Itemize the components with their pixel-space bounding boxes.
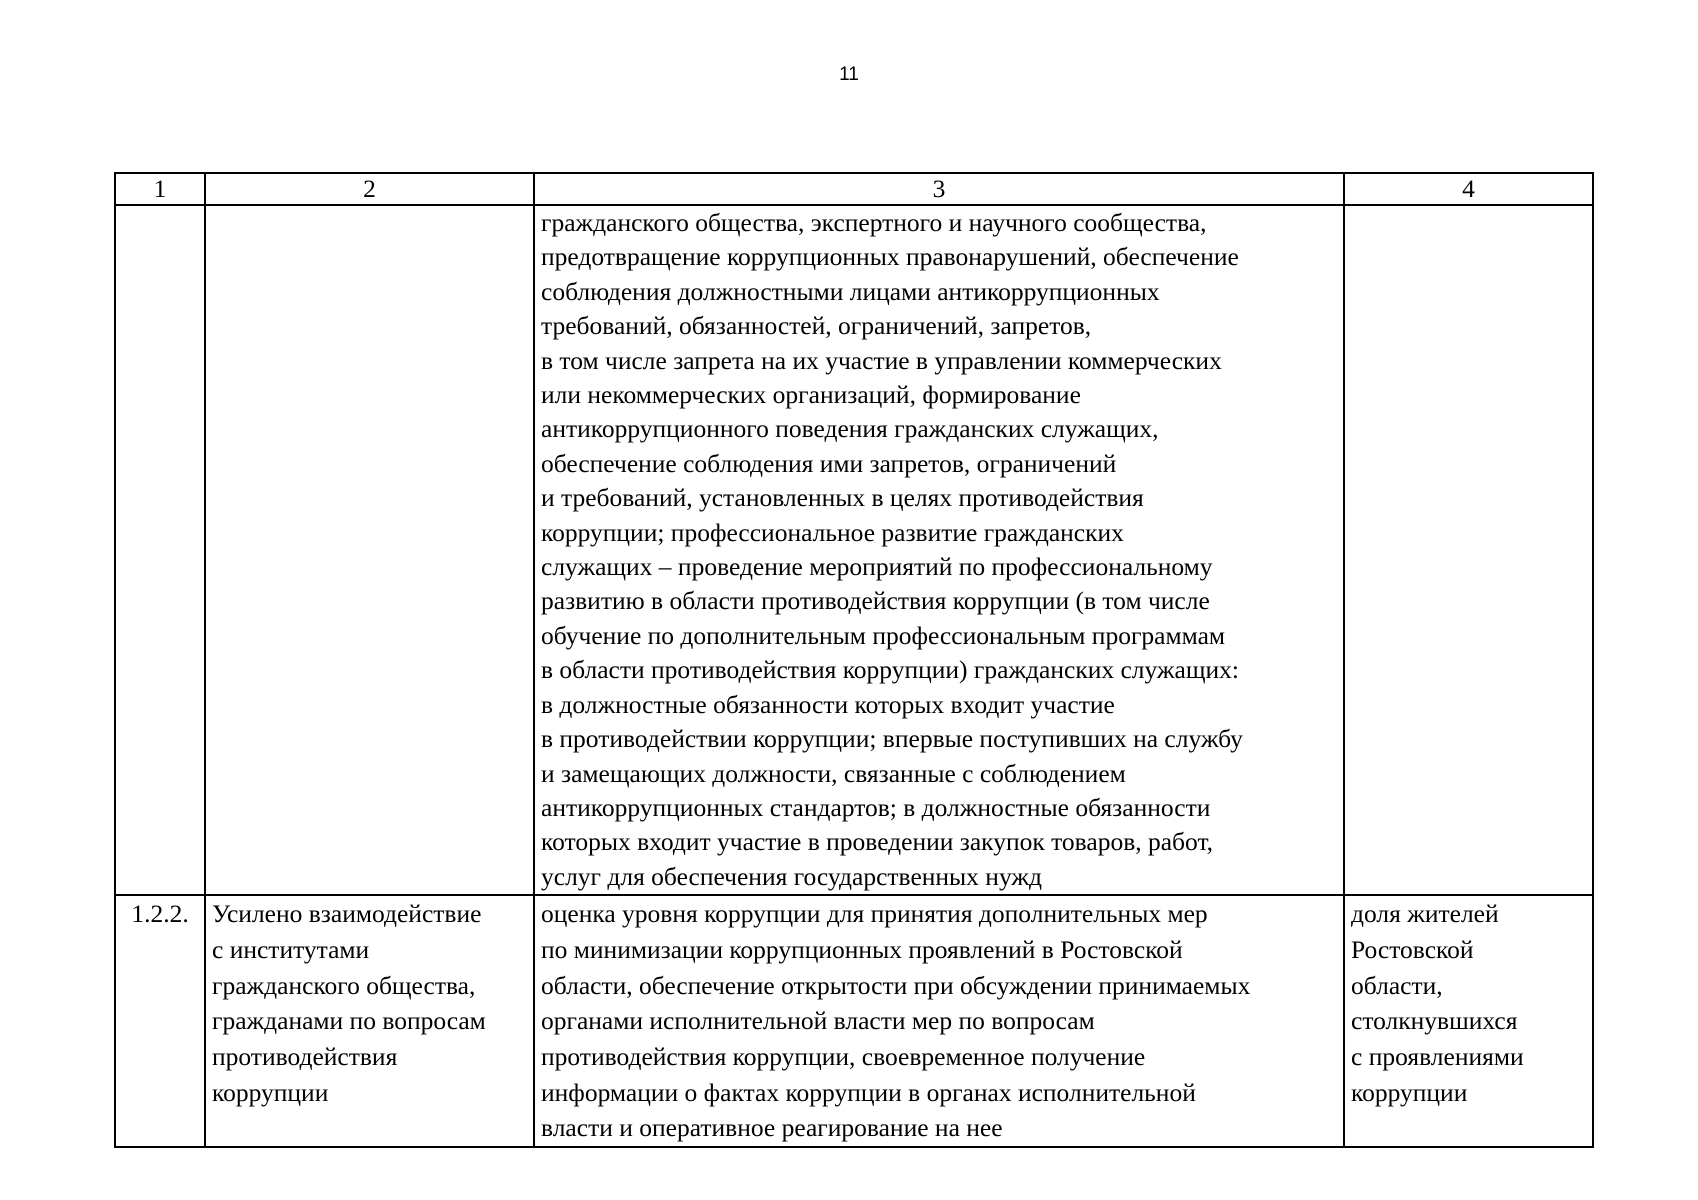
text-line: в области противодействия коррупции) гражданских служащих: [541, 655, 1239, 685]
header-col-3: 3 [534, 173, 1344, 205]
text-line: гражданского общества, экспертного и научного сообщества, [541, 208, 1207, 237]
text-line: Ростовской [1351, 934, 1474, 964]
text-line: которых входит участие в проведении закупок товаров, работ, [541, 827, 1214, 857]
text-line: противодействия коррупции, своевременное получение [541, 1041, 1146, 1071]
text-line: органами исполнительной власти мер по вопросам [541, 1006, 1095, 1036]
measures-table [114, 172, 1594, 1148]
text-line: коррупции [212, 1077, 329, 1107]
continuation-col-3 [534, 205, 1344, 895]
text-line: информации о фактах коррупции в органах исполнительной [541, 1077, 1196, 1107]
text-line: доля жителей [1351, 899, 1499, 929]
text-line: или некоммерческих организаций, формирование [541, 380, 1081, 410]
continuation-row [115, 205, 1593, 895]
text-line: развитию в области противодействия коррупции (в том числе [541, 586, 1210, 616]
text-line: коррупции [1351, 1077, 1468, 1107]
text-line: Усилено взаимодействие [212, 899, 482, 929]
text-line: по минимизации коррупционных проявлений в Ростовской [541, 934, 1183, 964]
text-line: оценка уровня коррупции для принятия дополнительных мер [541, 899, 1208, 929]
text-line: обеспечение соблюдения ими запретов, ограничений [541, 448, 1117, 478]
text-line: власти и оперативное реагирование на нее [541, 1113, 1003, 1143]
continuation-col-1 [115, 205, 205, 895]
text-line: гражданами по вопросам [212, 1006, 486, 1036]
text-line: с проявлениями [1351, 1041, 1524, 1071]
text-line: противодействия [212, 1041, 398, 1071]
text-line: с институтами [212, 934, 370, 964]
text-line: предотвращение коррупционных правонарушений, обеспечение [541, 242, 1239, 272]
result-cell [205, 895, 534, 1147]
text-line: области, [1351, 970, 1443, 1000]
text-line: обучение по дополнительным профессиональным программам [541, 620, 1226, 650]
page-number: 11 [839, 64, 859, 85]
text-line: в должностные обязанности которых входит участие [541, 689, 1115, 719]
continuation-col-4 [1344, 205, 1593, 895]
text-line: области, обеспечение открытости при обсуждении принимаемых [541, 970, 1251, 1000]
text-line: служащих – проведение мероприятий по профессиональному [541, 552, 1213, 582]
row-number: 1.2.2. [115, 895, 205, 1147]
header-col-1: 1 [115, 173, 205, 205]
text-line: антикоррупционного поведения гражданских служащих, [541, 414, 1159, 444]
header-col-4: 4 [1344, 173, 1593, 205]
text-line: и требований, установленных в целях противодействия [541, 483, 1144, 513]
text-line: в противодействии коррупции; впервые поступивших на службу [541, 724, 1243, 754]
text-line: и замещающих должности, связанные с соблюдением [541, 758, 1126, 788]
description-cell [534, 895, 1344, 1147]
text-line: соблюдения должностными лицами антикоррупционных [541, 276, 1160, 306]
text-line: антикоррупционных стандартов; в должностные обязанности [541, 792, 1211, 822]
text-line: требований, обязанностей, ограничений, запретов, [541, 311, 1092, 341]
indicator-cell [1344, 895, 1593, 1147]
text-line: гражданского общества, [212, 970, 476, 1000]
text-line: услуг для обеспечения государственных нужд [541, 861, 1042, 891]
header-row [115, 173, 1593, 205]
continuation-col-2 [205, 205, 534, 895]
text-line: столкнувшихся [1351, 1006, 1518, 1036]
table-row-1-2-2 [115, 895, 1593, 1147]
header-col-2: 2 [205, 173, 534, 205]
text-line: коррупции; профессиональное развитие гражданских [541, 517, 1124, 547]
text-line: в том числе запрета на их участие в управлении коммерческих [541, 345, 1222, 375]
